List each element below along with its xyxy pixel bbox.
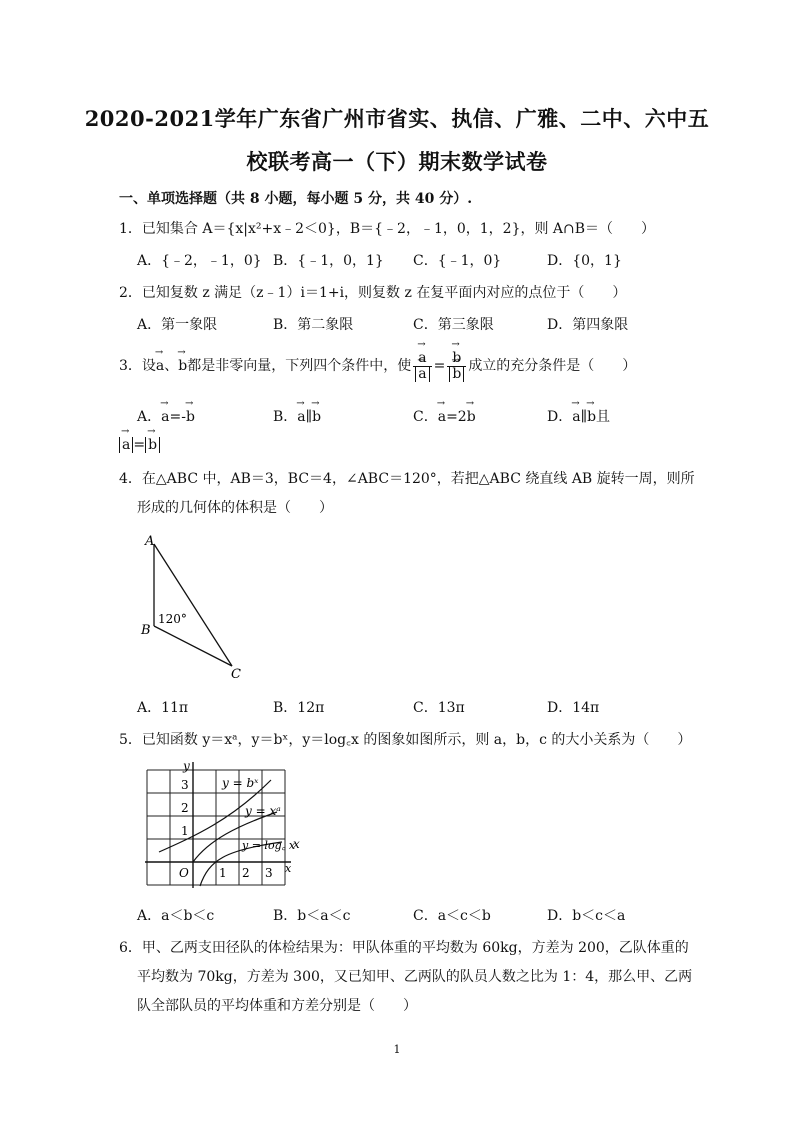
label-log: y = log꜀ x — [242, 839, 296, 852]
q6-stem-line1: 6．甲、乙两支田径队的体检结果为：甲队体重的平均数为 60kg，方差为 200，乙队体重的 — [119, 940, 689, 956]
q3-opt-a-label: A． — [137, 409, 162, 425]
q6-stem-line2: 平均数为 70kg，方差为 300，又已知甲、乙两队的队员人数之比为 1：4，那么甲、乙两 — [137, 969, 693, 985]
page-number: 1 — [393, 1043, 401, 1056]
vertex-b-label: B — [141, 623, 151, 638]
q3-option-a — [137, 406, 195, 426]
unit-vector-b-fraction — [447, 351, 466, 381]
q3-opt-a-expr: =- — [169, 409, 186, 425]
y-tick-3: 3 — [181, 778, 189, 792]
q3-eq: = — [433, 358, 446, 375]
q3-opt-a-va: → a — [161, 409, 169, 425]
q3-opt-b-va: → a — [297, 409, 305, 425]
q2-option-d: D．第四象限 — [547, 317, 629, 333]
q3-prefix: 3．设 — [119, 358, 156, 375]
q4-stem-line1: 4．在△ABC 中，AB＝3，BC＝4，∠ABC＝120°，若把△ABC 绕直线 AB 旋转一周，则所 — [119, 471, 695, 487]
q3-opt-b-vb: → b — [312, 409, 321, 425]
frac-a-num: → a — [418, 351, 426, 366]
q3-opt-a-vb: → b — [186, 409, 195, 425]
q3-opt-d-label: D． — [547, 409, 573, 425]
x-axis-label: x — [285, 862, 292, 875]
q4-option-d: D．14π — [547, 700, 600, 716]
q3-opt-d-eq: = — [133, 437, 146, 453]
q2-option-c: C．第三象限 — [413, 317, 494, 333]
q3-opt-d-tail: 且 — [596, 409, 611, 425]
x-tick-1: 1 — [219, 866, 227, 880]
q5-option-a: A．a＜b＜c — [137, 908, 215, 924]
unit-vector-a-fraction — [413, 351, 431, 381]
q4-option-c: C．13π — [413, 700, 465, 716]
label-power: y = xᵃ — [245, 804, 281, 818]
q3-opt-c-label: C． — [413, 409, 438, 425]
exam-title-line1: 2020-2021学年广东省广州市省实、执信、广雅、二中、六中五 — [84, 106, 710, 131]
vertex-c-label: C — [231, 667, 241, 682]
q3-option-d-continuation — [119, 437, 160, 453]
q3-option-c — [413, 406, 476, 426]
q1-option-b: B．{﹣1，0，1} — [273, 253, 384, 269]
frac-b-num: → b — [452, 351, 461, 366]
q2-option-b: B．第二象限 — [273, 317, 354, 333]
q4-option-a: A．11π — [137, 700, 189, 716]
q3-opt-d-expr: ∥ — [580, 409, 588, 425]
q1-stem: 1．已知集合 A＝{x|x²+x﹣2＜0}，B＝{﹣2，﹣1，0，1，2}，则 A∩B＝（ ） — [119, 221, 656, 237]
label-exponential: y = bˣ — [222, 776, 259, 790]
function-graph-figure — [145, 760, 305, 892]
q3-opt-d-vb: → b — [587, 409, 596, 425]
q3-opt-b-label: B． — [273, 409, 298, 425]
q4-stem-line2: 形成的几何体的体积是（ ） — [137, 500, 333, 516]
x-tick-3: 3 — [265, 866, 273, 880]
q3-opt-b-expr: ∥ — [305, 409, 313, 425]
y-tick-1: 1 — [181, 824, 189, 838]
q2-stem: 2．已知复数 z 满足（z﹣1）i＝1+i，则复数 z 在复平面内对应的点位于（ ） — [119, 285, 627, 301]
triangle-figure — [136, 530, 256, 685]
q3-opt-c-vb: → b — [467, 409, 476, 425]
angle-label: 120° — [158, 612, 187, 626]
q5-option-b: B．b＜a＜c — [273, 908, 351, 924]
q3-opt-c-va: → a — [438, 409, 446, 425]
q5-option-d: D．b＜c＜a — [547, 908, 626, 924]
frac-b-den: → b — [452, 367, 461, 382]
q5-option-c: C．a＜c＜b — [413, 908, 491, 924]
q3-opt-c-expr: =2 — [446, 409, 467, 425]
q5-stem: 5．已知函数 y＝xᵃ，y＝bˣ，y＝log꜀x 的图象如图所示，则 a，b，c 的大小关系为（ ） — [119, 732, 692, 748]
q2-option-a: A．第一象限 — [137, 317, 218, 333]
q3-option-d — [547, 406, 610, 426]
vertex-a-label: A — [145, 534, 155, 549]
exam-title-line2: 校联考高一（下）期末数学试卷 — [246, 149, 548, 174]
x-label-right: x — [293, 837, 300, 851]
q6-stem-line3: 队全部队员的平均体重和方差分别是（ ） — [137, 998, 417, 1014]
curve-power — [193, 812, 277, 862]
side-bc — [154, 626, 232, 666]
q3-opt-d-abs-a: → a — [122, 437, 130, 453]
origin-label: O — [179, 866, 189, 880]
q3-stem — [119, 351, 636, 381]
y-tick-2: 2 — [181, 801, 189, 815]
q3-option-b — [273, 406, 321, 426]
q1-option-a: A．{﹣2，﹣1，0} — [137, 253, 262, 269]
q3-opt-d-va: → a — [572, 409, 580, 425]
q1-option-c: C．{﹣1，0} — [413, 253, 502, 269]
side-ac — [154, 544, 232, 666]
q3-mid: 都是非零向量，下列四个条件中，使 — [187, 358, 412, 375]
q1-option-d: D．{0，1} — [547, 253, 622, 269]
frac-a-den: → a — [418, 367, 426, 382]
x-tick-2: 2 — [242, 866, 250, 880]
y-axis-label: y — [183, 760, 190, 773]
q3-opt-d-abs-b: → b — [148, 437, 157, 453]
q4-option-b: B．12π — [273, 700, 325, 716]
vector-a: → a — [156, 358, 164, 374]
q3-suffix: 成立的充分条件是（ ） — [468, 358, 637, 375]
q3-sep: 、 — [164, 358, 179, 375]
vector-b: → b — [178, 358, 187, 374]
section-heading: 一、单项选择题（共 8 小题，每小题 5 分，共 40 分）. — [119, 191, 473, 207]
